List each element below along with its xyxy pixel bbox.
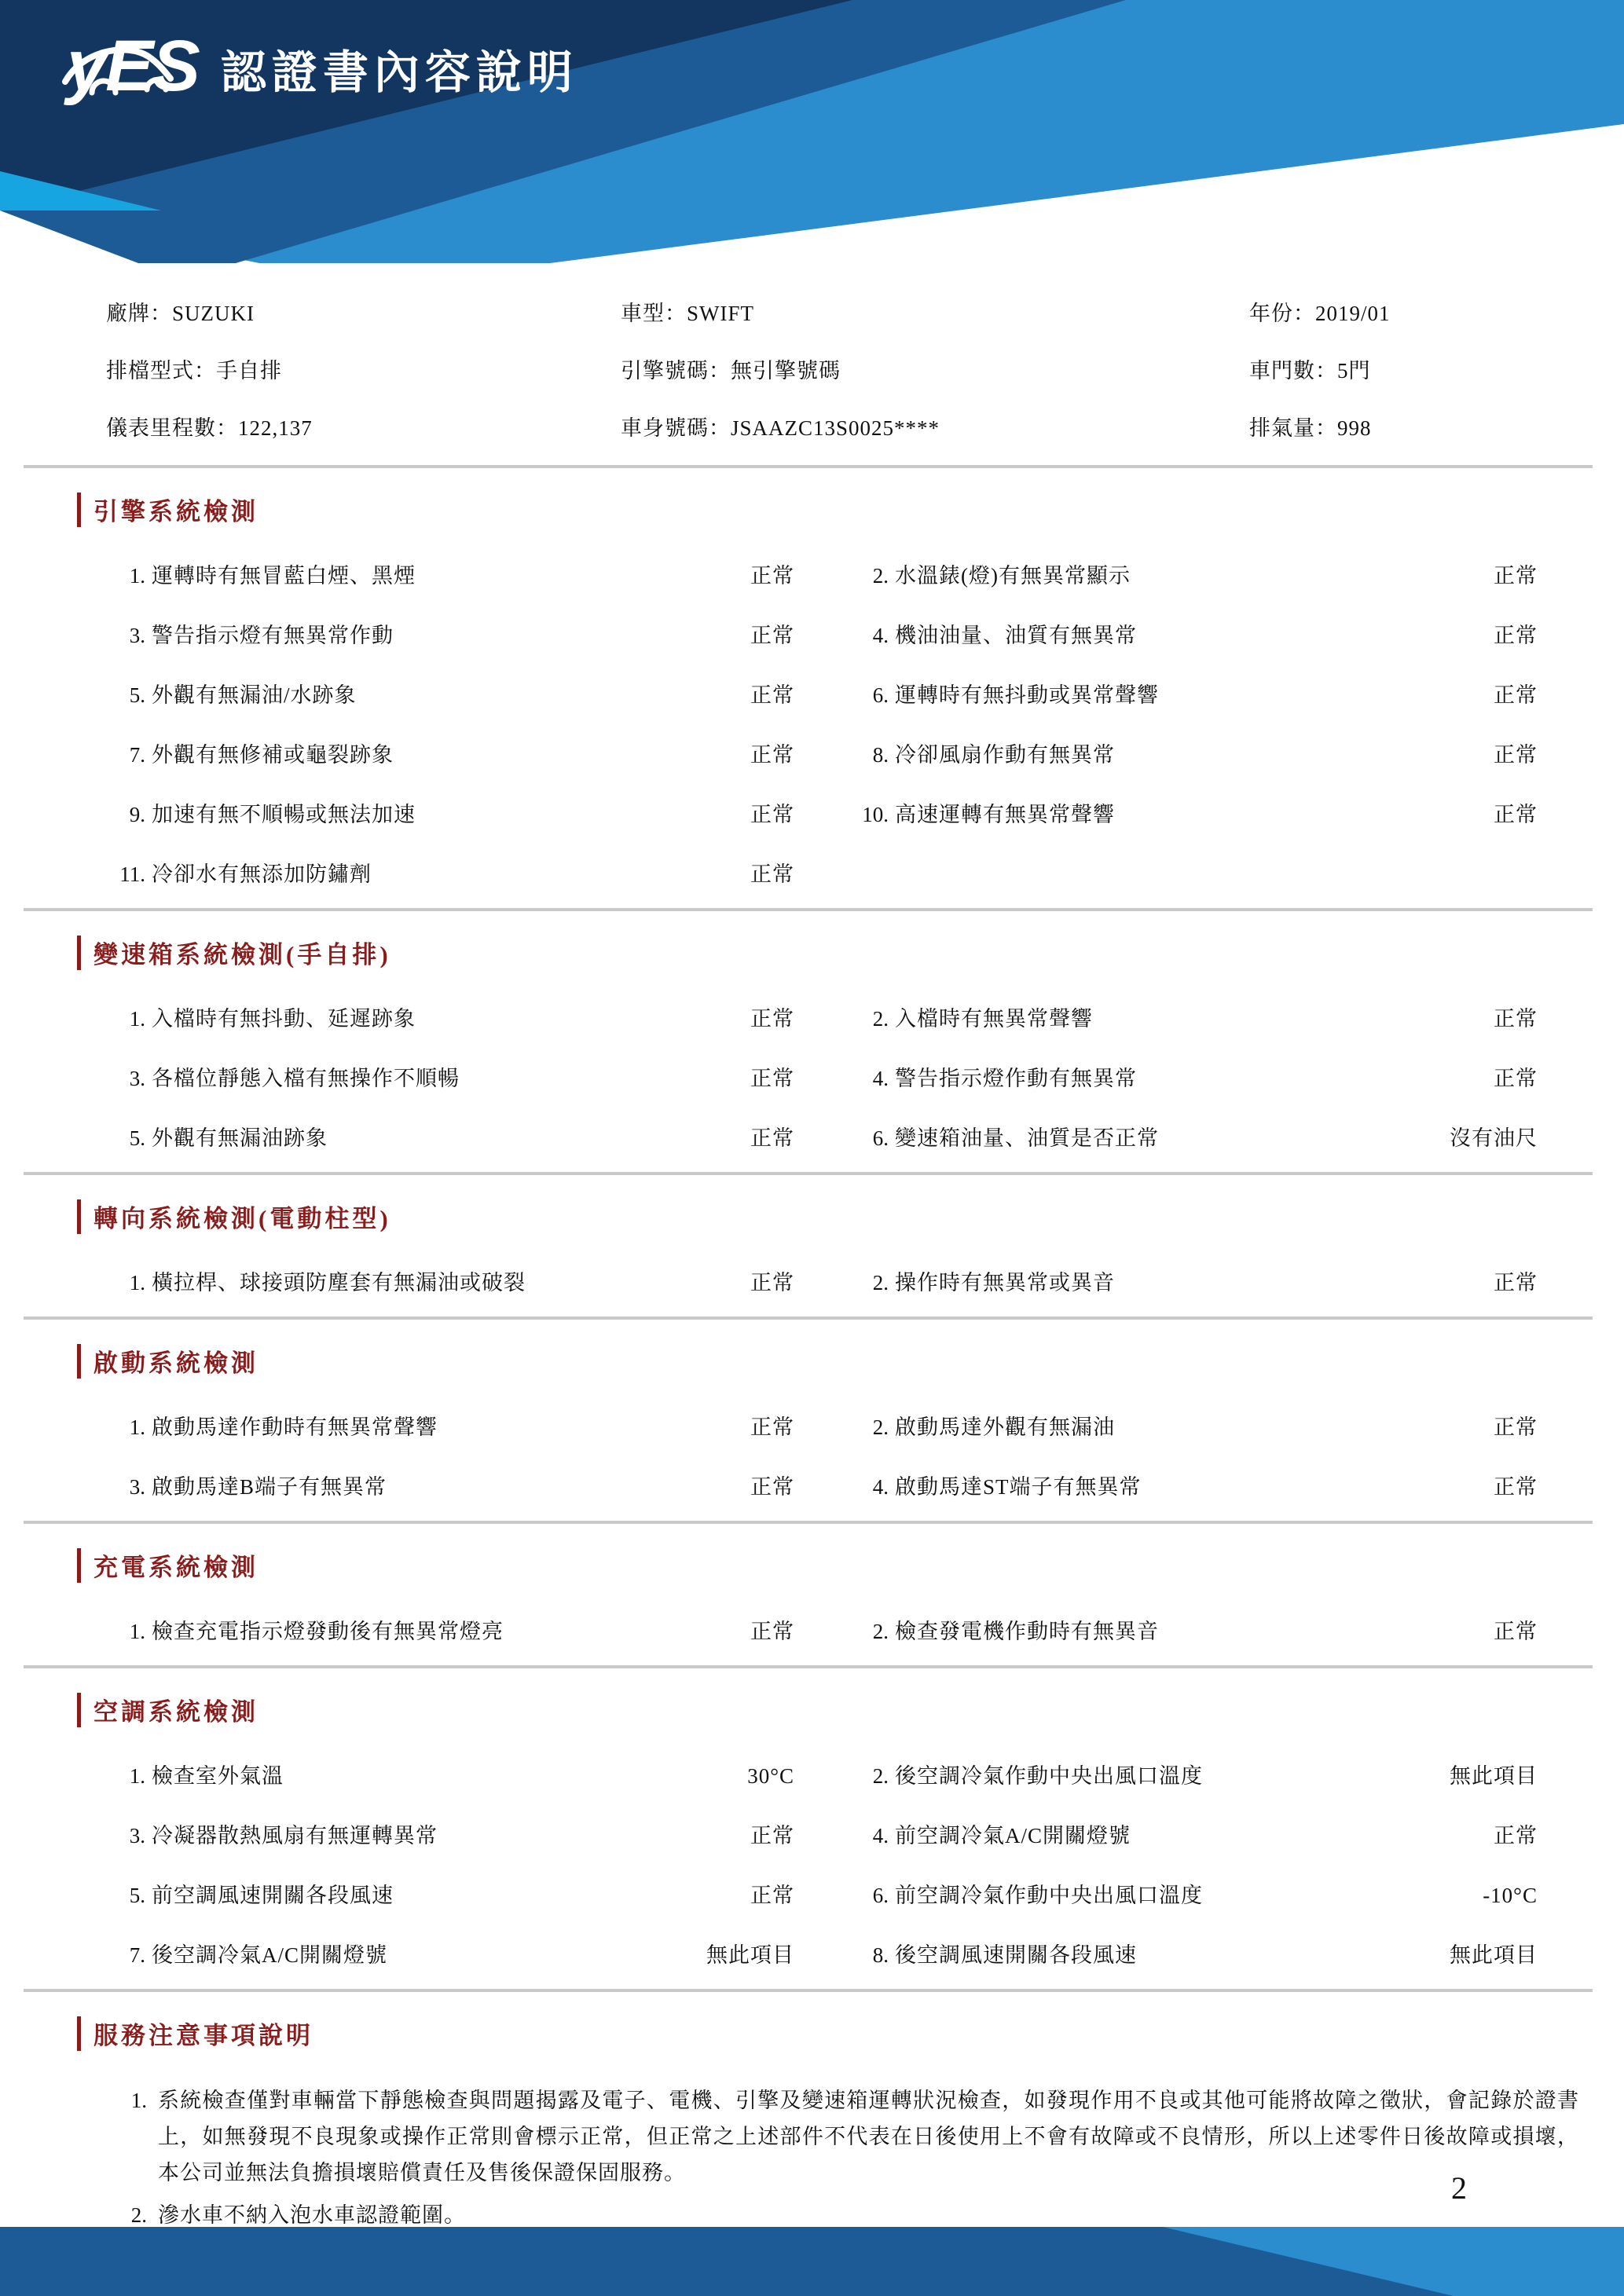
check-result: 正常 xyxy=(1494,683,1538,707)
vehicle-model: 車型：SWIFT xyxy=(621,302,754,325)
check-result: 正常 xyxy=(1494,1007,1538,1031)
page-number: 2 xyxy=(1451,2170,1467,2206)
check-result: 正常 xyxy=(750,1067,794,1090)
check-item: 2. 檢查發電機作動時有無異音 正常 xyxy=(849,1614,1538,1645)
section-divider xyxy=(24,465,1593,468)
check-result: 正常 xyxy=(1494,624,1538,647)
check-result: 正常 xyxy=(1494,1067,1538,1090)
check-item: 2. 啟動馬達外觀有無漏油 正常 xyxy=(849,1410,1538,1441)
check-item: 1. 檢查室外氣溫 30°C xyxy=(129,1764,794,1788)
check-item: 4. 機油油量、油質有無異常 正常 xyxy=(849,618,1538,649)
check-item: 4. 啟動馬達ST端子有無異常 正常 xyxy=(849,1470,1538,1500)
section-title-bar xyxy=(77,1693,81,1727)
check-item: 1. 橫拉桿、球接頭防塵套有無漏油或破裂 正常 xyxy=(106,1265,794,1296)
check-result: 正常 xyxy=(750,1884,794,1907)
check-result: 正常 xyxy=(1494,1824,1538,1847)
check-result: 正常 xyxy=(750,564,794,588)
check-item: 8. 後空調風速開關各段風速 無此項目 xyxy=(849,1938,1538,1968)
check-item: 5. 外觀有無漏油跡象 正常 xyxy=(106,1121,794,1152)
check-result: 正常 xyxy=(1494,1415,1538,1439)
vehicle-info-grid xyxy=(106,296,1538,441)
check-result: 正常 xyxy=(1494,1620,1538,1643)
check-result: 正常 xyxy=(750,683,794,707)
check-item: 2. 水溫錶(燈)有無異常顯示 正常 xyxy=(849,558,1538,589)
vehicle-brand: 廠牌：SUZUKI xyxy=(106,302,255,325)
check-result: 正常 xyxy=(750,624,794,647)
check-result: 正常 xyxy=(1494,564,1538,588)
section-aircon xyxy=(0,1692,1624,1992)
check-item: 1. 入檔時有無抖動、延遲跡象 正常 xyxy=(106,1002,794,1032)
vehicle-odometer: 儀表里程數：122,137 xyxy=(106,416,313,440)
section-title: 變速箱系統檢測(手自排) xyxy=(93,941,391,969)
check-result: 正常 xyxy=(750,1126,794,1150)
check-item: 5. 外觀有無漏油/水跡象 正常 xyxy=(106,678,794,709)
check-result: 正常 xyxy=(1494,743,1538,767)
footer-background-shapes xyxy=(0,2227,1624,2296)
check-result: 正常 xyxy=(750,1620,794,1643)
check-result: 無此項目 xyxy=(706,1943,794,1967)
vehicle-engine-number: 引擎號碼：無引擎號碼 xyxy=(621,359,841,383)
check-item: 11. 冷卻水有無添加防鏽劑 正常 xyxy=(106,857,794,888)
check-item: 7. 外觀有無修補或龜裂跡象 正常 xyxy=(106,738,794,768)
check-item: 3. 各檔位靜態入檔有無操作不順暢 正常 xyxy=(106,1061,794,1092)
check-result: 正常 xyxy=(1494,1475,1538,1499)
check-result: 無此項目 xyxy=(1450,1764,1538,1788)
section-title-bar xyxy=(77,2016,81,2051)
check-item: 6. 變速箱油量、油質是否正常 沒有油尺 xyxy=(849,1121,1538,1152)
section-title: 服務注意事項說明 xyxy=(93,2022,313,2049)
vehicle-vin: 車身號碼：JSAAZC13S0025**** xyxy=(621,416,940,440)
section-divider xyxy=(24,1989,1593,1992)
section-title-bar xyxy=(77,1344,81,1379)
check-item: 9. 加速有無不順暢或無法加速 正常 xyxy=(106,797,794,828)
section-engine xyxy=(0,492,1624,911)
section-title-bar xyxy=(77,936,81,970)
check-item: 7. 後空調冷氣A/C開關燈號 無此項目 xyxy=(106,1938,794,1968)
check-item: 8. 冷卻風扇作動有無異常 正常 xyxy=(849,738,1538,768)
check-item: 4. 警告指示燈作動有無異常 正常 xyxy=(849,1061,1538,1092)
page-title: 認證書內容說明 xyxy=(220,47,578,98)
check-item: 6. 運轉時有無抖動或異常聲響 正常 xyxy=(849,678,1538,709)
check-result: 正常 xyxy=(1494,1271,1538,1294)
section-divider xyxy=(24,1665,1593,1668)
check-result: 無此項目 xyxy=(1450,1943,1538,1967)
service-note: 1. 系統檢查僅對車輛當下靜態檢查與問題揭露及電子、電機、引擎及變速箱運轉狀況檢查，如發現作用不良或其他可能將故障之徵狀，會記錄於證書上，如無發現不良現象或操作正常則會標示正常，但正常之上述部件不代表在日後使用上不會有故障或不良情形，所以上述零件日後故障或損壞，本公司並無法負擔損壞賠償責任及售後保證保固服務。 xyxy=(130,2089,1579,2184)
check-result: 正常 xyxy=(750,743,794,767)
check-result: 正常 xyxy=(750,803,794,826)
section-divider xyxy=(24,1172,1593,1175)
check-item: 3. 警告指示燈有無異常作動 正常 xyxy=(106,618,794,649)
check-item: 2. 入檔時有無異常聲響 正常 xyxy=(849,1002,1538,1032)
check-item: 2. 操作時有無異常或異音 正常 xyxy=(849,1265,1538,1296)
check-result: 正常 xyxy=(1494,803,1538,826)
section-title: 引擎系統檢測 xyxy=(93,498,258,525)
service-note: 2. 滲水車不納入泡水車認證範圍。 xyxy=(130,2203,466,2227)
vehicle-door-count: 車門數：5門 xyxy=(1249,359,1371,383)
check-item: 1. 運轉時有無冒藍白煙、黑煙 正常 xyxy=(106,558,794,589)
check-item: 3. 啟動馬達B端子有無異常 正常 xyxy=(106,1470,794,1500)
section-divider xyxy=(24,908,1593,911)
vehicle-gearbox-type: 排檔型式：手自排 xyxy=(106,359,282,383)
section-title: 充電系統檢測 xyxy=(93,1554,258,1581)
check-result: 正常 xyxy=(750,862,794,886)
vehicle-info xyxy=(0,263,1624,468)
yes-logo: yES xyxy=(67,26,199,106)
check-item: 2. 後空調冷氣作動中央出風口溫度 無此項目 xyxy=(849,1759,1538,1789)
check-result: 沒有油尺 xyxy=(1450,1126,1538,1150)
check-item: 1. 啟動馬達作動時有無異常聲響 正常 xyxy=(106,1410,794,1441)
section-steering xyxy=(0,1199,1624,1320)
section-divider xyxy=(24,1316,1593,1320)
section-starting xyxy=(0,1343,1624,1524)
vehicle-year: 年份：2019/01 xyxy=(1249,302,1391,325)
check-item: 10. 高速運轉有無異常聲響 正常 xyxy=(849,797,1538,828)
check-item: 5. 前空調風速開關各段風速 正常 xyxy=(106,1878,794,1909)
section-charging xyxy=(0,1547,1624,1668)
section-divider xyxy=(24,1521,1593,1524)
check-result: 正常 xyxy=(750,1824,794,1847)
header-banner xyxy=(0,0,1624,263)
check-item: 1. 檢查充電指示燈發動後有無異常燈亮 正常 xyxy=(106,1614,794,1645)
check-result: 30°C xyxy=(747,1764,794,1788)
check-result: -10°C xyxy=(1483,1884,1538,1907)
section-title: 空調系統檢測 xyxy=(93,1698,258,1726)
footer-banner xyxy=(0,2227,1624,2296)
check-result: 正常 xyxy=(750,1415,794,1439)
brand-block xyxy=(67,26,578,106)
vehicle-displacement: 排氣量：998 xyxy=(1249,416,1372,440)
check-item: 6. 前空調冷氣作動中央出風口溫度 -10°C xyxy=(872,1884,1538,1907)
check-item: 4. 前空調冷氣A/C開關燈號 正常 xyxy=(849,1818,1538,1849)
section-transmission xyxy=(0,935,1624,1175)
section-title: 啟動系統檢測 xyxy=(93,1349,258,1377)
section-title-bar xyxy=(77,1548,81,1583)
section-title-bar xyxy=(77,493,81,527)
car-outline-icon xyxy=(62,38,180,105)
check-result: 正常 xyxy=(750,1271,794,1294)
section-title: 轉向系統檢測(電動柱型) xyxy=(93,1205,391,1232)
section-title-bar xyxy=(77,1199,81,1234)
check-result: 正常 xyxy=(750,1475,794,1499)
check-result: 正常 xyxy=(750,1007,794,1031)
check-item: 3. 冷凝器散熱風扇有無運轉異常 正常 xyxy=(106,1818,794,1849)
